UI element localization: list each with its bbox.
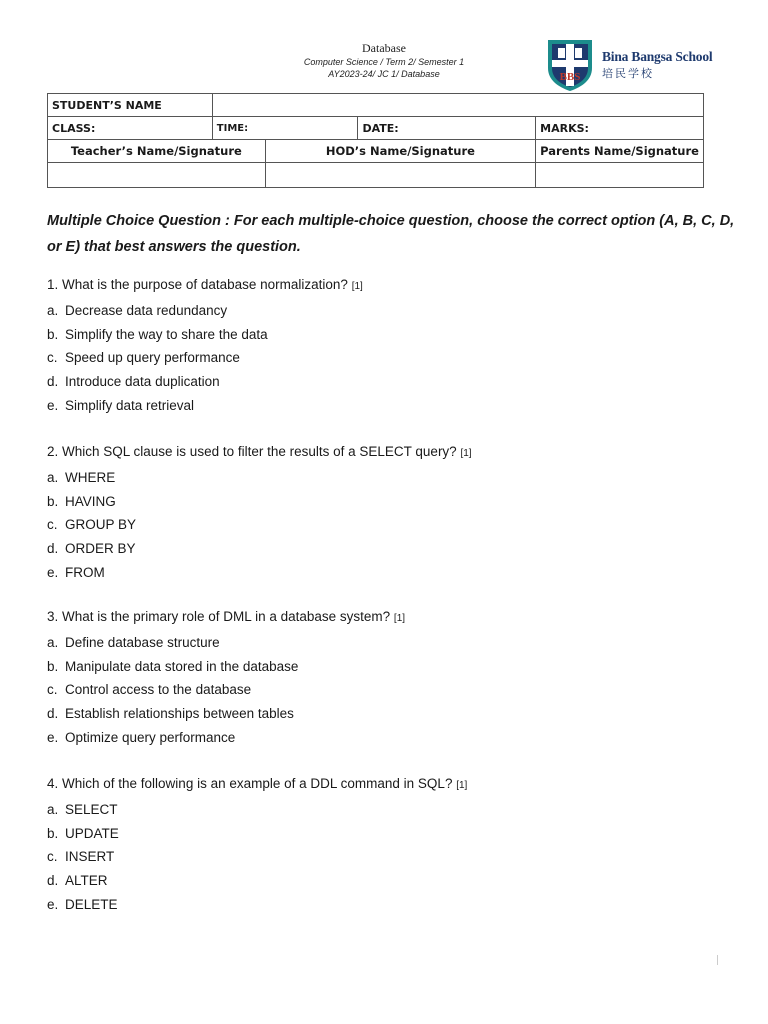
document-subtitle-year: AY2023-24/ JC 1/ Database xyxy=(328,69,440,79)
question-mark: [1] xyxy=(456,780,468,791)
question-text: 1. What is the purpose of database normalization? xyxy=(47,277,348,292)
logo-bbs-text: BBS xyxy=(559,71,581,83)
student-name-field[interactable] xyxy=(212,94,703,117)
student-info-table xyxy=(47,93,704,188)
signature-row xyxy=(48,163,704,188)
instructions-text: Multiple Choice Question : For each multiple-choice question, choose the correct option (A, B, C, D, or E) that best answers the question. xyxy=(47,213,735,255)
option-c[interactable]: c. INSERT xyxy=(47,849,115,865)
option-d[interactable]: d. Introduce data duplication xyxy=(47,374,220,390)
question-text: 4. Which of the following is an example of a DDL command in SQL? xyxy=(47,776,453,791)
time-label: TIME: xyxy=(212,117,358,140)
student-name-label: STUDENT’S NAME xyxy=(48,94,213,117)
question-text: 2. Which SQL clause is used to filter the results of a SELECT query? xyxy=(47,444,457,459)
option-c[interactable]: c. Control access to the database xyxy=(47,682,252,698)
question-2 xyxy=(47,440,737,585)
school-name: Bina Bangsa School xyxy=(602,49,713,64)
option-d[interactable]: d. ORDER BY xyxy=(47,541,136,557)
hod-signature-label: HOD’s Name/Signature xyxy=(265,140,535,163)
option-e[interactable]: e. Simplify data retrieval xyxy=(47,397,195,413)
question-4 xyxy=(47,772,737,917)
option-c[interactable]: c. GROUP BY xyxy=(47,517,137,533)
option-a[interactable]: a. WHERE xyxy=(47,469,116,485)
option-b[interactable]: b. UPDATE xyxy=(47,825,119,841)
hod-signature-field[interactable] xyxy=(265,163,535,188)
option-b[interactable]: b. Manipulate data stored in the database xyxy=(47,658,299,674)
option-b[interactable]: b. HAVING xyxy=(47,493,116,509)
marks-label: MARKS: xyxy=(536,117,704,140)
date-label: DATE: xyxy=(358,117,536,140)
school-logo xyxy=(546,38,726,92)
document-header xyxy=(0,0,768,92)
question-stem xyxy=(47,772,737,798)
question-mark: [1] xyxy=(460,448,472,459)
teacher-signature-field[interactable] xyxy=(48,163,266,188)
question-stem xyxy=(47,605,737,631)
option-b[interactable]: b. Simplify the way to share the data xyxy=(47,326,268,342)
option-d[interactable]: d. Establish relationships between tables xyxy=(47,706,294,722)
option-d[interactable]: d. ALTER xyxy=(47,873,108,889)
document-subtitle-course: Computer Science / Term 2/ Semester 1 xyxy=(303,57,465,67)
school-crest-icon xyxy=(546,38,596,92)
option-c[interactable]: c. Speed up query performance xyxy=(47,350,240,366)
option-a[interactable]: a. Decrease data redundancy xyxy=(47,302,228,318)
question-text: 3. What is the primary role of DML in a database system? xyxy=(47,609,391,624)
question-mark: [1] xyxy=(351,281,363,292)
parents-signature-label: Parents Name/Signature xyxy=(536,140,704,163)
question-3 xyxy=(47,605,737,750)
option-a[interactable]: a. SELECT xyxy=(47,801,118,817)
question-1 xyxy=(47,273,737,418)
option-a[interactable]: a. Define database structure xyxy=(47,634,220,650)
option-e[interactable]: e. Optimize query performance xyxy=(47,729,236,745)
class-label: CLASS: xyxy=(48,117,213,140)
student-name-row xyxy=(48,94,704,117)
page-divider-mark xyxy=(717,955,718,965)
option-e[interactable]: e. DELETE xyxy=(47,896,118,912)
school-name-chinese: 培民学校 xyxy=(602,68,654,80)
question-mark: [1] xyxy=(393,613,406,624)
question-stem xyxy=(47,440,737,466)
class-row xyxy=(48,117,704,140)
question-stem xyxy=(47,273,737,299)
signature-header-row xyxy=(48,140,704,163)
teacher-signature-label: Teacher’s Name/Signature xyxy=(48,140,266,163)
document-title: Database xyxy=(362,41,406,55)
parents-signature-field[interactable] xyxy=(536,163,704,188)
option-e[interactable]: e. FROM xyxy=(47,564,105,580)
